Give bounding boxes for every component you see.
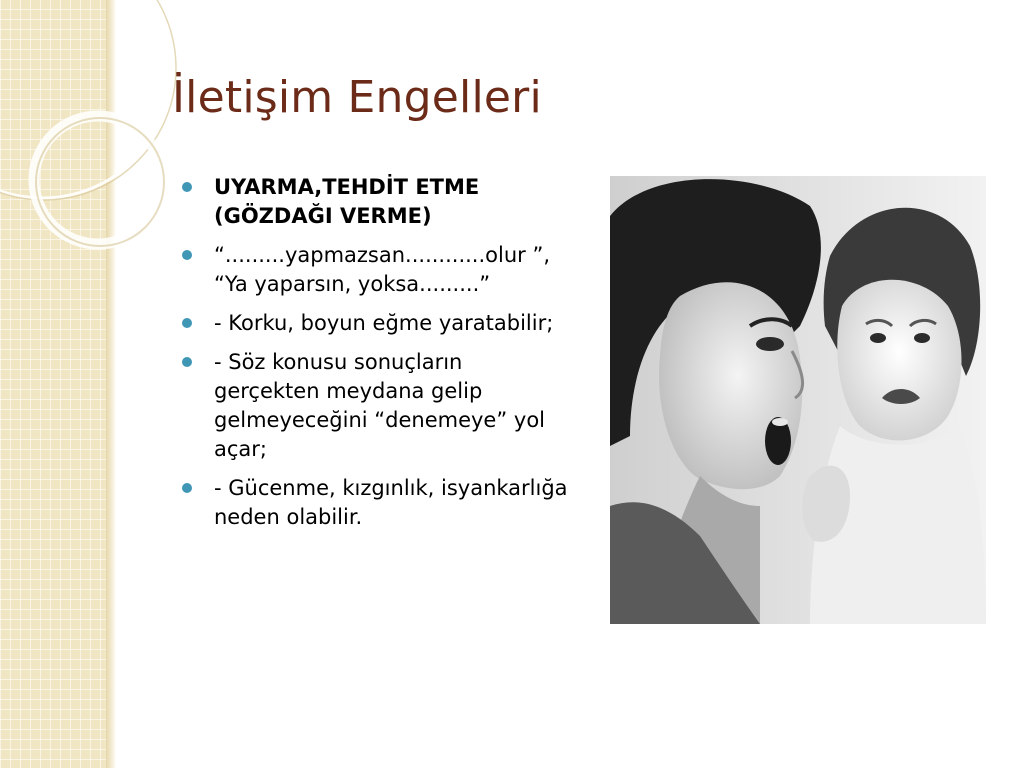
woman-teeth xyxy=(772,418,788,426)
bullet-dot-icon xyxy=(182,318,192,328)
bullet-dot-icon xyxy=(182,182,192,192)
photo-illustration xyxy=(610,176,986,624)
bullet-item-testing xyxy=(178,348,573,464)
child-eye-left xyxy=(870,333,886,343)
woman-eye xyxy=(756,337,784,351)
bullet-list xyxy=(178,173,573,542)
child-eye-right xyxy=(914,333,930,343)
bullet-item-heading xyxy=(178,173,573,231)
bullet-item-resentment xyxy=(178,474,573,532)
bullet-item-fear xyxy=(178,309,573,338)
bullet-item-example xyxy=(178,241,573,299)
ring-small-shadow xyxy=(36,118,164,246)
ring-large xyxy=(0,0,174,198)
slide-title: İletişim Engelleri xyxy=(172,72,542,123)
mother-child-photo xyxy=(610,176,986,624)
bullet-text: - Söz konusu sonuçların gerçekten meydana gelip gelmeyeceğini “denemeye” yol açar; xyxy=(214,350,546,461)
ring-large-shadow xyxy=(0,0,176,200)
bullet-text: UYARMA,TEHDİT ETME (GÖZDAĞI VERME) xyxy=(214,175,480,228)
bullet-text: - Gücenme, kızgınlık, isyankarlığa neden olabilir. xyxy=(214,476,568,529)
bullet-text: - Korku, boyun eğme yaratabilir; xyxy=(214,311,554,335)
bullet-dot-icon xyxy=(182,250,192,260)
bullet-text: “.........yapmazsan............olur ”, “Ya yaparsın, yoksa.........” xyxy=(214,243,551,296)
bullet-dot-icon xyxy=(182,357,192,367)
child-face xyxy=(837,280,961,441)
bullet-dot-icon xyxy=(182,483,192,493)
